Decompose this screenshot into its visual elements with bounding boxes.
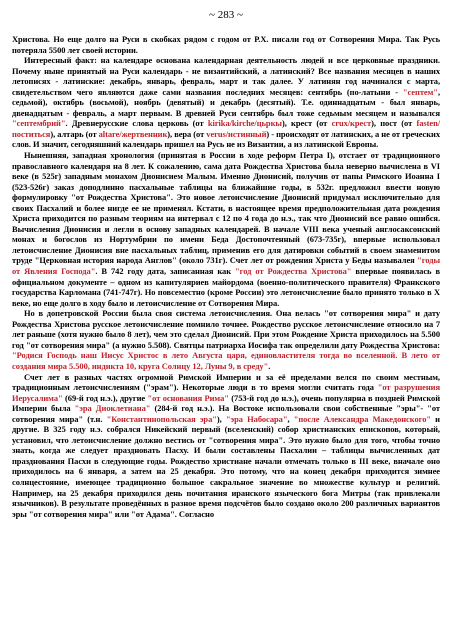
paragraph	[12, 372, 440, 520]
text-run: ), вера (от	[167, 128, 207, 139]
highlighted-quote: "Родися Господь наш Иисус Христос в лето Августа царя, единовластителя тогда во вселенной. В лето от создания мира 5.500, индикта 10, круга Солнцу 12, Луны 9, в среду"	[12, 350, 440, 371]
highlighted-quote: verus/истинный	[206, 128, 267, 139]
page-number: ~ 283 ~	[209, 9, 243, 21]
highlighted-quote: "септембрий"	[12, 118, 66, 129]
text-run: Но в допетровской России была своя система летоисчисления. Она велась "от сотворения мира" и дату Рождества Христова русское летоисчисление помнило точнее. Рождество русское летоисчисление относило на 7 лет раньше (хотя нужно было 8 лет), чем это сделал Дионисий. При этом Рождение Христа приходилось на 5.500 год "от сотворения мира" (а нужно 5.508). Святцы патриарха Иосифа так определили дату Рождества Христова:	[12, 308, 440, 350]
text-run: .	[268, 360, 271, 371]
paragraph	[12, 150, 440, 308]
paragraph	[12, 55, 440, 150]
highlighted-quote: "после Александра Македонского"	[293, 413, 431, 424]
highlighted-quote: crux/крест	[331, 118, 372, 129]
highlighted-quote: "год от Рождества Христова"	[235, 266, 352, 277]
text-run: (753-й год до н.э.), очень популярна в поздней Римской Империи была	[12, 392, 441, 414]
text-run: , седьмой), октябрь (восьмой), ноябрь (девятый) и декабрь (десятый). Т.е. одиннадцатым - был январь, двенадцатым - февраль, а март первым. В древней Руси сентябрь был тоже седьмым месяцем и назывался	[12, 86, 440, 118]
paragraph	[12, 34, 440, 55]
text-run: Интересный факт: на календаре основана календарная деятельность людей и все церковные праздники. Почему ныне принятый на Руси календарь - не византийский, а латинский? Все названия месяцев в наших летописях - латинские: декабрь, январь, февраль, март и так далее. У латинян год начинался с марта, свидетельством чего являются даже сами названия последних месяцев: сентябрь (по-латыни -	[12, 55, 440, 97]
text-run: ), пост (от	[371, 118, 417, 129]
highlighted-quote: "эра Диоклетиана"	[74, 403, 151, 414]
highlighted-quote: fasten/поститься	[12, 118, 441, 139]
paragraph	[12, 308, 440, 371]
text-run: и другие. В 325 году н.э. собрался Никейский первый (вселенский) собор христианских епископов, который, установил, что летоисчисление должно вестись от "сотворения мира". Это нужно было для того, чтобы точно знать, когда же следует праздновать Пасху. И были составлены Пасхалии – таблицы вычисленных дат празднования Пасхи в следующие годы. Рождество христиане начали отмечать только в III веке, вначале оно приходилось на 6 января, а затем на 25 декабря. Это потому, что на конец декабря приходится зимнее солнцестояние, имеющее традиционно большое сакральное значение во множестве культур и религий. Например, на 25 декабря приходился день почитания иранского языческого бога Митры (так привлекали язычников). В результате проведённых в разное время подсчётов было создано около 200 различных вариантов эры "от сотворения мира" или "от Адама". Согласно	[12, 413, 440, 519]
highlighted-quote: "от основания Рима"	[147, 392, 229, 403]
text-run: . Древнерусские слова церковь (от	[65, 118, 208, 129]
highlighted-quote: "эра Набосара"	[225, 413, 288, 424]
text-run: ), алтарь (от	[50, 128, 99, 139]
text-run: ), крест (от	[281, 118, 332, 129]
text-run: Нынешняя, западная хронология (принятая в России в ходе реформ Петра I), отстает от традиционного православного календаря на 8 лет. К сожалению, сама дата Рождества Христова была неверно вычислена в VI веке (в 525г) западным монахом Дионисием Малым. Именно Дионисий, получив от папы Римского Иоанна I (523-526г) заказ доподлинно пасхальные таблицы на ближайшие годы, в 532г. предложил ввести новую формулировку "от Рождества Христова". Это новое летоисчисление Дионисий придумал исключительно для своих Пасхалий и более нигде ее не применял. Кстати, в настоящее время предположительная дата рождения Христа приходится по разным теориям на интервал с 12 по 4 года до н.э., так что Дионисий все равно ошибся. Вычисления Дионисия и легли в основу западных календарей. В начале VIII века ученый англосаксонский монах и богослов из Нортумбрии по имени Беда Достопочтенный (673-735г), впервые использовал летоисчисление Дионисия вне пасхальных таблиц, применив его для датировки событий в своем знаменитом труде "Церковная история народа Англов" (около 731г). Счет лет от рождения Христа у Беды называлея	[12, 150, 440, 266]
highlighted-quote: "годы от Явления Господа"	[12, 255, 440, 277]
highlighted-quote: kirika/kirche/цьркы	[207, 118, 282, 129]
text-run: ,	[287, 413, 294, 424]
highlighted-quote: altare/жертвенник	[98, 128, 168, 139]
text-run: Счет лет в разных частях огромной Римской Империи и за её пределами велся по своим местным, традиционным летоисчислениям ("эрам"). Некоторые люди в то время могли считать года	[12, 371, 440, 393]
text-run: (284-й год н.э.). На Востоке использовали свои собственные "эры"- "от сотворения мира" (т.н.	[12, 403, 441, 424]
text-run: . В 742 году дата, записанная как	[95, 266, 236, 277]
text-run: Христова. Но еще долго на Руси в скобках рядом с годом от Р.Х. писали год от Сотворения Мира. Так Русь потеряла 5500 лет своей истории.	[12, 34, 440, 55]
page-body-text	[12, 34, 440, 519]
text-run: ) - происходят от латинских, а не от греческих слов. И значит, сегодняшний календарь пришел на Русь не из Византии, а из латинской Европы.	[12, 128, 440, 150]
highlighted-quote: "септем"	[402, 86, 438, 97]
text-run: впервые появилась в официальном документе – одном из капитуляриев майордома (военно-политического правителя) Франкского государства Карломана (741-747г). Но повсеместно (кроме России) это летоисчисление было принято только в Х веке, но еще долго в ходу было и летоисчисление от Сотворения Мира.	[12, 266, 440, 308]
highlighted-quote: "Константинопольская эра"	[106, 413, 217, 424]
text-run: ),	[216, 413, 226, 424]
text-run: (69-й год н.э.), другие	[62, 392, 148, 403]
highlighted-quote: "от разрушения Иерусалима"	[12, 382, 440, 403]
